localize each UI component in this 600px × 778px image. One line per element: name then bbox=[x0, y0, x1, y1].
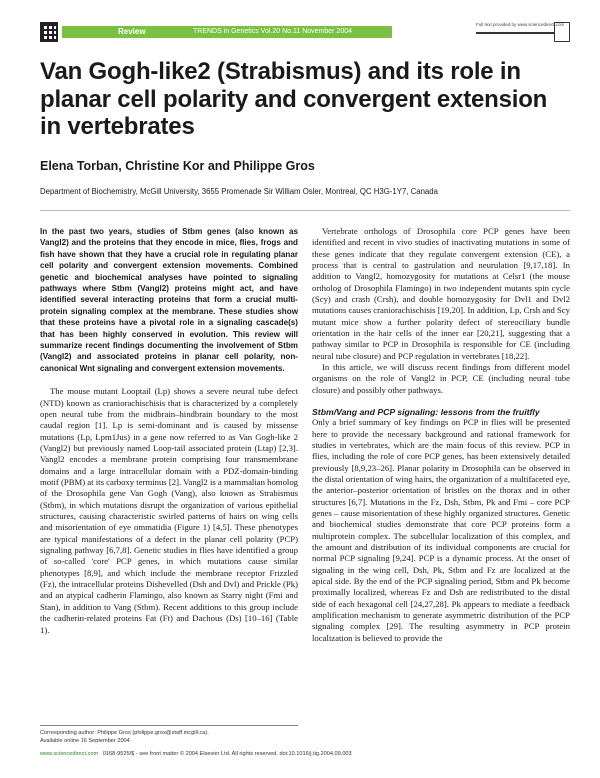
publisher-logo bbox=[476, 22, 570, 44]
left-column bbox=[40, 226, 298, 636]
spacer bbox=[312, 396, 570, 407]
corresponding-author: Corresponding author: Philippe Gros (philippe.gros@staff.mcgill.ca). bbox=[40, 730, 209, 736]
footer-url-link[interactable]: www.sciencedirect.com bbox=[40, 751, 99, 757]
footer-copyright: 0168-9525/$ - see front matter © 2004 Elsevier Ltd. All rights reserved. doi:10.1016/j.tig.2004.09.003 bbox=[102, 751, 352, 757]
right-column bbox=[312, 226, 570, 644]
logo-line bbox=[476, 32, 554, 34]
article-title: Van Gogh-like2 (Strabismus) and its role in planar cell polarity and convergent extension in vertebrates bbox=[40, 58, 548, 140]
author-list: Elena Torban, Christine Kor and Philippe Gros bbox=[40, 159, 315, 173]
review-label: Review bbox=[118, 27, 146, 36]
abstract: In the past two years, studies of Stbm genes (also known as Vangl2) and the proteins that they encode in mice, flies, frogs and fish have shown that they have a crucial role in regulating planar cell polarity and convergent extension movements. Combined genetic and biochemical analyses have pointed to signaling pathways where Stbm (Vangl2) proteins might act, and have identified several interacting proteins that form a crucial multi-protein signaling complex at the membrane. These studies show that these proteins have a pivotal role in a signaling cascade(s) that has been highly conserved in evolution. This review will summarize recent findings documenting the involvement of Stbm (Vangl2) and associated proteins in planar cell polarity, non-canonical Wnt signaling and convergent extension movements. bbox=[40, 227, 298, 373]
available-online: Available online 16 September 2004 bbox=[40, 738, 130, 744]
section-heading: Stbm/Vang and PCP signaling: lessons from the fruitfly bbox=[312, 407, 540, 418]
body-paragraph: Vertebrate orthologs of Drosophila core PCP genes have been identified and recent in vivo studies of inactivating mutations in some of these genes indicate that they regulate convergent extension (CE), a process that is central to gastrulation and neurulation [9,17,18]. In addition to Vangl2, homozygosity for mutations at Celsr1 (the mouse ortholog of Drosophila Flamingo) in two independent mutants spin cycle (Scy) and crash (Crsh), and double homozygosity for Dvl1 and Dvl2 mutations causes craniorachischisis [19,20]. In addition, Lp, Crsh and Scy mutant mice show a further polarity defect of stereociliary bundle orientation in the hair cells of the inner ear [20,21], suggesting that a pathway similar to PCP in Drosophila is responsible for CE (including neural tube closure) and PCP regulation in vertebrates [18,22]. bbox=[312, 226, 570, 361]
header-divider bbox=[40, 210, 570, 211]
footnote bbox=[40, 725, 298, 745]
affiliation: Department of Biochemistry, McGill University, 3655 Promenade Sir William Osler, Montreal, QC H3G-1Y7, Canada bbox=[40, 187, 438, 196]
body-paragraph: In this article, we will discuss recent findings from different model organisms on the role of Vangl2 in PCP, CE (including neural tube closure) and possibly other pathways. bbox=[312, 362, 570, 395]
qr-code-icon bbox=[40, 22, 58, 42]
body-paragraph: Only a brief summary of key findings on PCP in flies will be presented here to provide the necessary background and rational framework for studies in vertebrates, which are the main focus of this review. PCP in flies, including the role of core PCP genes, has been extensively detailed previously [8,9,23–26]. Planar polarity in Drosophila can be observed in the distal orientation of wing hairs, the organization of a multifaceted eye, the anterior–posterior orientation of bristles on the thorax and in other structures [6,7]. Mutations in the Fz, Dsh, Stbm, Pk and Fmi – core PCP genes – cause misorientation of these highly organized structures. Genetic and biochemical studies demonstrate that core PCP proteins form a multiprotein complex. The subcellular localization of this complex, and the amount and distribution of its individual components are crucial for normal PCP signaling [9,24]. PCP is a dynamic process. At the onset of signaling in the wing cell, Dsh, Pk, Stbm and Fz are localized at the apical side. By the end of the PCP signaling period, Stbm and Pk become proximally localized, whereas Fz and Dsh are redistributed to the distal side of each hexagonal cell [24,27,28]. Pk appears to mediate a feedback amplification mechanism to generate asymmetric distribution of the PCP signaling complex [29]. The resulting asymmetry in PCP protein localization is believed to provide the bbox=[312, 417, 570, 643]
logo-box-icon bbox=[554, 22, 570, 42]
journal-citation: TRENDS in Genetics Vol.20 No.11 November 2004 bbox=[193, 28, 353, 35]
body-paragraph: The mouse mutant Looptail (Lp) shows a severe neural tube defect (NTD) known as craniorachischisis that is characterized by a completely open neural tube from the midbrain–hindbrain boundary to the most caudal region [1]. Lp is semi-dominant and is caused by missense mutations (Lp, Lpm1Jus) in a gene now referred to as Van Gogh-like 2 (Vangl2) but previously named Loop-tail associated protein (Ltap) [2,3]. Vangl2 encodes a membrane protein comprising four transmembrane domains and a large intracellular domain with a PDZ-domain-binding motif (PBM) at its carboxy terminus [2]. Vangl2 is a mammalian homolog of the Drosophila gene Van Gogh (Vang), also known as Strabismus (Stbm), in which mutations disrupt the organization of various epithelial structures, causing characteristic swirled patterns of hairs on wing cells and misorientation of eye ommatidia (Figure 1) [4,5]. These phenotypes are typical manifestations of a defect in the planar cell polarity (PCP) signaling pathway [6,7,8]. Genetic studies in flies have identified a group of so-called 'core' PCP genes, in which mutations cause similar phenotypes [8,9], and which include the membrane receptor Frizzled (Fz), the intracellular proteins Dishevelled (Dsh and Dvl) and Prickle (Pk) and an atypical cadherin Flamingo, also known as Starry night (Fmi and Stan), in addition to Vang (Stbm). Recent additions to this group include the cadherin-related proteins Fat (Ft) and Dachous (Ds) [10–16] (Table 1). bbox=[40, 386, 299, 635]
page-footer bbox=[40, 751, 570, 757]
publisher-logo-text: Full text provided by www.sciencedirect.com bbox=[476, 22, 565, 27]
